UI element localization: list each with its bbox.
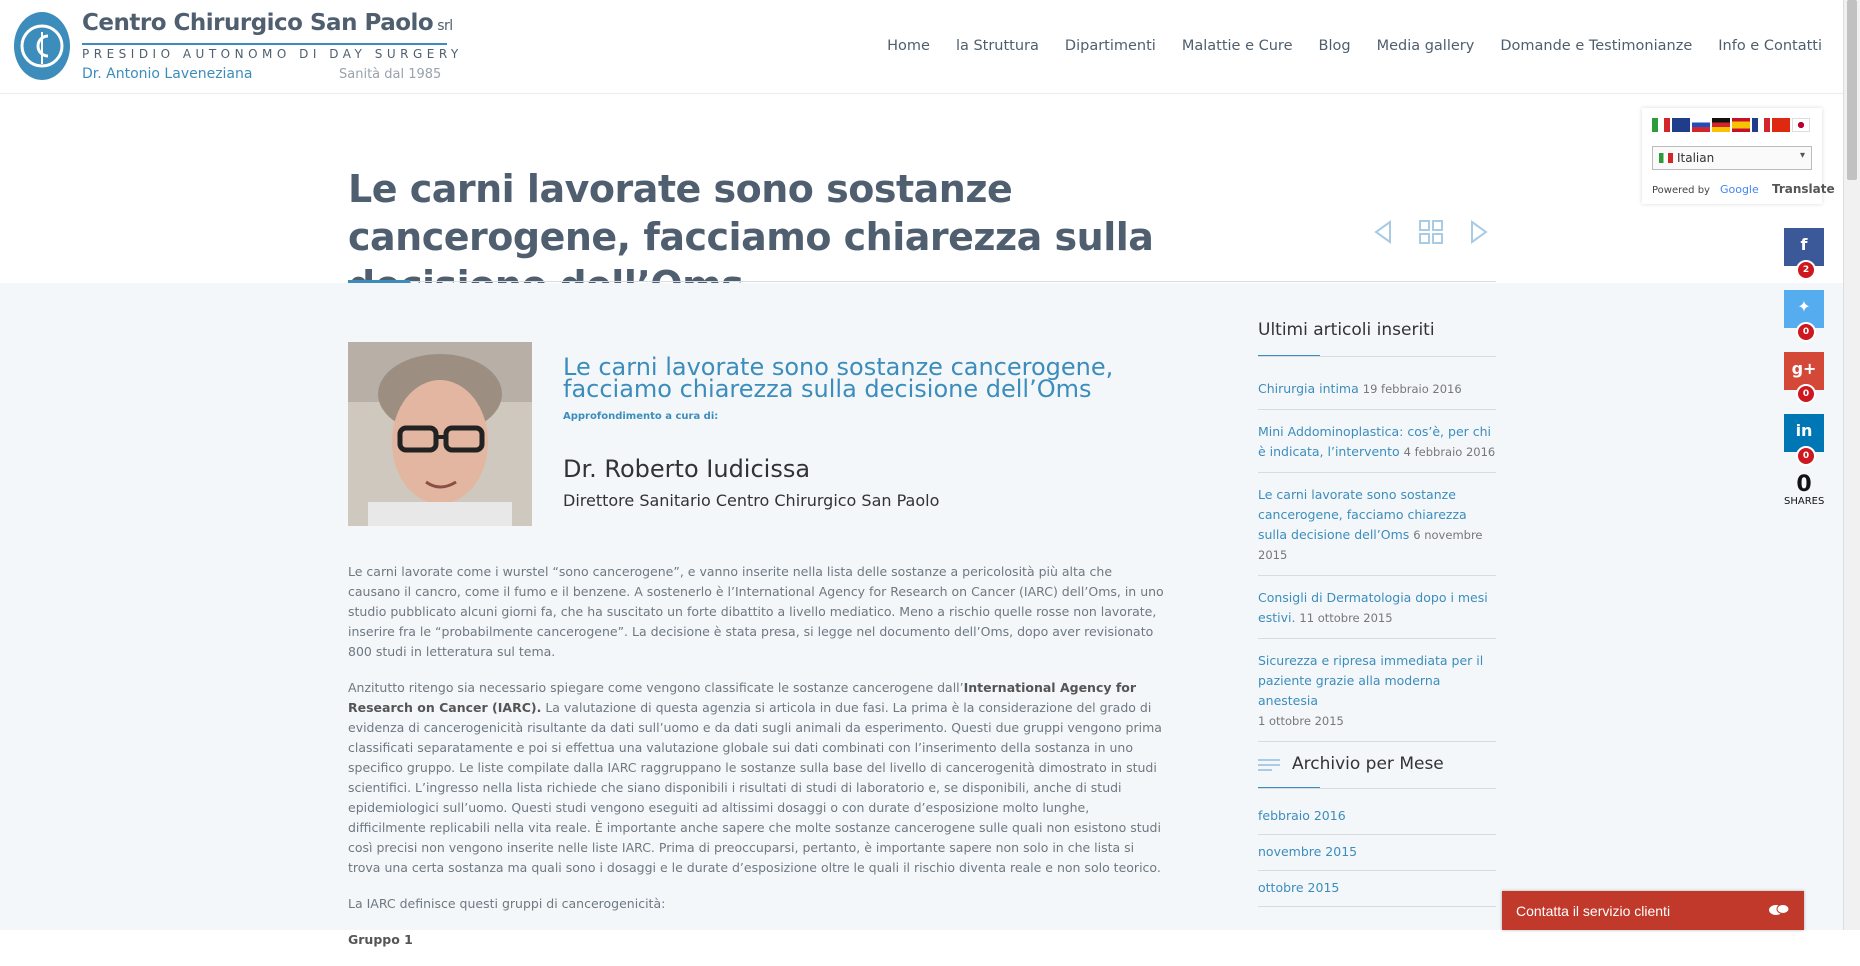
nav-domande[interactable]: Domande e Testimonianze — [1500, 38, 1693, 54]
scrollbar-thumb[interactable] — [1847, 0, 1857, 180]
article-paragraph: La IARC definisce questi gruppi di cancerogenicità: — [348, 896, 666, 911]
logo-emblem-icon — [14, 12, 70, 80]
recent-article-date: 1 ottobre 2015 — [1258, 714, 1344, 728]
share-count: 0 — [1796, 446, 1816, 466]
share-bar — [1784, 228, 1824, 476]
linkedin-icon: in — [1795, 421, 1813, 440]
total-shares-count: 0 — [1796, 472, 1812, 497]
group-heading: Gruppo 1 — [348, 932, 413, 947]
title-divider — [348, 281, 1496, 282]
facebook-icon: f — [1800, 235, 1808, 254]
list-item — [1258, 639, 1496, 742]
flag-chinese-icon[interactable] — [1772, 118, 1790, 132]
site-logo[interactable] — [14, 10, 463, 86]
flag-spanish-icon[interactable] — [1732, 118, 1750, 132]
nav-dipartimenti[interactable]: Dipartimenti — [1064, 38, 1156, 54]
powered-by-label: Powered by — [1652, 185, 1710, 196]
author-role: Direttore Sanitario Centro Chirurgico San Paolo — [563, 491, 940, 510]
share-count: 0 — [1796, 384, 1816, 404]
chat-bubbles-icon — [1768, 903, 1790, 920]
author-name: Dr. Roberto Iudicissa — [563, 455, 811, 483]
nav-home[interactable]: Home — [887, 38, 930, 54]
article-subtitle: Le carni lavorate sono sostanze cancerogene, facciamo chiarezza sulla decisione dell’Oms — [563, 353, 1114, 403]
brand-subtitle: PRESIDIO AUTONOMO DI DAY SURGERY — [82, 47, 463, 61]
nav-malattie-e-cure[interactable]: Malattie e Cure — [1181, 38, 1293, 54]
paragraph-text: La valutazione di questa agenzia si articola in due fasi. La prima è la considerazione del grado di evidenza di cancerogenicità risultante da dati sull’uomo e da dati sugli animali da esperimento. Questi due gruppi vengono prima classificati separatamente e poi si effettua una valutazione globale sui dati combinati con l’inserimento della sostanza in uno specifico gruppo. Le liste compilate dalla IARC raggruppano le sostanze sulla base del livello di cancerogenità dimostrato in studi scientifici. L’ingresso nella lista richiede che siano disponibili i risultati di studi di laboratorio e, se disponibili, anche di studi epidemiologici sull’uomo. Questi studi vengono eseguiti ad altissimi dosaggi o con durate d’esposizione molto lunghe, difficilmente replicabili nella vita reale. È importante anche sapere che molte sostanze cancerogene sulle quali non esistono studi così precisi non vengono inserite nelle liste IARC. Prima di preoccuparsi, pertanto, è importante sapere non solo in che lista si trova una certa sostanza ma quali sono i dosaggi e le durate d’esposizione oltre le quali il rischio diventa reale e non solo teorico. — [348, 700, 1162, 875]
powered-by[interactable] — [1652, 182, 1835, 196]
flag-french-icon[interactable] — [1752, 118, 1770, 132]
language-flags — [1652, 118, 1810, 132]
article-paragraph — [348, 678, 1168, 878]
article-body — [348, 562, 1168, 966]
archive-widget — [1258, 754, 1496, 907]
linkedin-share-button[interactable] — [1784, 414, 1824, 461]
total-shares-label: SHARES — [1784, 496, 1825, 507]
share-count: 0 — [1796, 322, 1816, 342]
flag-german-icon[interactable] — [1712, 118, 1730, 132]
widget-divider — [1258, 356, 1496, 357]
language-select[interactable] — [1652, 146, 1812, 170]
language-select-value: Italian — [1677, 151, 1715, 165]
grid-icon[interactable] — [1418, 219, 1444, 245]
article-paragraph — [348, 930, 1168, 950]
list-item — [1258, 835, 1496, 871]
google-translate-widget — [1642, 108, 1835, 204]
site-header — [0, 0, 1843, 94]
twitter-icon: ✦ — [1797, 297, 1811, 316]
brand-divider — [82, 43, 447, 45]
archive-link[interactable]: ottobre 2015 — [1258, 880, 1340, 895]
total-shares — [1784, 474, 1824, 507]
page-scrollbar[interactable] — [1843, 0, 1860, 930]
google-logo: Google — [1719, 183, 1759, 196]
google-plus-share-button[interactable] — [1784, 352, 1824, 399]
brand-since: Sanità dal 1985 — [339, 67, 442, 82]
paragraph-text: Anzitutto ritengo sia necessario spiegare come vengono classificate le sostanze cancerogene dall’ — [348, 680, 964, 695]
twitter-share-button[interactable] — [1784, 290, 1824, 337]
customer-service-button[interactable] — [1502, 891, 1804, 930]
paragraph-bold: International Agency for Research on Cancer (IARC). — [348, 680, 1137, 715]
recent-article-link[interactable]: Chirurgia intima — [1258, 381, 1359, 396]
list-item — [1258, 367, 1496, 410]
brand-doctor: Dr. Antonio Laveneziana — [82, 66, 253, 82]
list-item — [1258, 410, 1496, 473]
brand-title: Centro Chirurgico San Paolo srl — [82, 10, 453, 36]
list-item — [1258, 576, 1496, 639]
archive-list — [1258, 799, 1496, 907]
recent-article-link[interactable]: Sicurezza e ripresa immediata per il paziente grazie alla moderna anestesia — [1258, 653, 1484, 708]
flag-english-icon[interactable] — [1672, 118, 1690, 132]
article-paragraph: Le carni lavorate come i wurstel “sono cancerogene”, e vanno inserite nella lista delle sostanze a pericolosità più alta che causano il cancro, come il fumo e il benzene. A sostenerlo è l’International Agency for Research on Cancer (IARC) dell’Oms, in uno studio pubblicato alcuni giorni fa, che ha suscitato un forte dibattito a livello mediatico. Meno a rischio quelle rosse non lavorate, inserire fra le “probabilmente cancerogene”. La decisione è stata presa, si legge nel documento dell’Oms, dopo aver revisionato 800 studi in letteratura sul tema. — [348, 564, 1164, 659]
page-title: Le carni lavorate sono sostanze cancerogene, facciamo chiarezza sulla — [348, 167, 1154, 259]
main-nav — [861, 38, 1822, 54]
recent-articles-list — [1258, 367, 1496, 742]
archive-title-text: Archivio per Mese — [1292, 754, 1444, 774]
author-photo — [348, 342, 532, 526]
list-item — [1258, 871, 1496, 907]
flag-japanese-icon[interactable] — [1792, 118, 1810, 132]
translate-label: Translate — [1771, 182, 1835, 196]
flag-italian-icon — [1659, 153, 1673, 163]
nav-media-gallery[interactable]: Media gallery — [1376, 38, 1475, 54]
google-plus-icon: g+ — [1791, 359, 1817, 378]
archive-link[interactable]: febbraio 2016 — [1258, 808, 1346, 823]
nav-la-struttura[interactable]: la Struttura — [955, 38, 1039, 54]
flag-italian-icon[interactable] — [1652, 118, 1670, 132]
widget-divider — [1258, 788, 1496, 789]
recent-article-link[interactable]: Le carni lavorate sono sostanze cancerogene, facciamo chiarezza sulla decisione dell’Oms — [1258, 487, 1467, 542]
archive-title — [1258, 754, 1496, 774]
archive-link[interactable]: novembre 2015 — [1258, 844, 1358, 859]
customer-service-label: Contatta il servizio clienti — [1516, 903, 1671, 919]
recent-article-date: 6 novembre 2015 — [1258, 528, 1483, 562]
list-item — [1258, 799, 1496, 835]
facebook-share-button[interactable] — [1784, 228, 1824, 275]
recent-article-link[interactable]: Consigli di Dermatologia dopo i mesi estivi. — [1258, 590, 1488, 625]
nav-info-contatti[interactable]: Info e Contatti — [1718, 38, 1822, 54]
nav-blog[interactable]: Blog — [1318, 38, 1351, 54]
recent-article-date: 11 ottobre 2015 — [1299, 611, 1393, 625]
chevron-down-icon: ▾ — [1799, 150, 1805, 161]
title-area — [0, 95, 1843, 283]
list-item — [1258, 473, 1496, 576]
recent-article-date: 19 febbraio 2016 — [1362, 382, 1462, 396]
recent-article-link[interactable]: Mini Addominoplastica: cos’è, per chi è indicata, l’intervento — [1258, 424, 1492, 459]
share-count: 2 — [1796, 260, 1816, 280]
post-navigation — [1370, 219, 1492, 245]
next-post-icon[interactable] — [1466, 219, 1492, 245]
flag-russian-icon[interactable] — [1692, 118, 1710, 132]
author-label: Approfondimento a cura di: — [563, 411, 719, 422]
recent-article-date: 4 febbraio 2016 — [1403, 445, 1496, 459]
list-icon — [1258, 758, 1280, 779]
prev-post-icon[interactable] — [1370, 219, 1396, 245]
recent-articles-title: Ultimi articoli inseriti — [1258, 320, 1435, 340]
recent-articles-widget — [1258, 320, 1496, 742]
